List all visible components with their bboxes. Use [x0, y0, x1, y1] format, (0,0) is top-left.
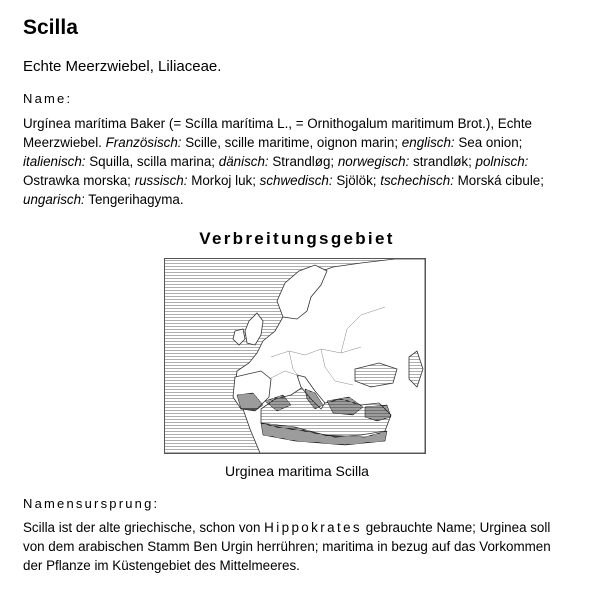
lang-label-polish: polnisch: — [475, 154, 529, 169]
name-section-label: Name: — [23, 91, 73, 106]
name-hungarian: Tengerihagyma. — [84, 192, 184, 207]
name-italian: Squilla, scilla marina; — [85, 154, 219, 169]
name-section-text — [23, 114, 558, 209]
name-swedish: Sjölök; — [332, 173, 381, 188]
page-subtitle: Echte Meerzwiebel, Liliaceae. — [23, 58, 222, 75]
name-danish: Strandløg; — [268, 154, 338, 169]
botanical-name: Urgínea marítima Baker (= Scílla marítima L., = Ornithogalum maritimum Brot.), Echte Meerzwiebel. — [23, 116, 533, 150]
lang-label-danish: dänisch: — [218, 154, 269, 169]
origin-person-name: Hippokrates — [264, 520, 363, 535]
distribution-map-title: Verbreitungsgebiet — [199, 229, 395, 248]
origin-section-text — [23, 518, 563, 575]
origin-text-before: Scilla ist der alte griechische, schon von — [23, 520, 265, 535]
lang-label-italian: italienisch: — [23, 154, 86, 169]
lang-label-french: Französisch: — [105, 135, 182, 150]
name-norwegian: strandløk; — [409, 154, 476, 169]
lang-label-swedish: schwedisch: — [259, 173, 333, 188]
name-czech: Morská cibule; — [453, 173, 544, 188]
page-title: Scilla — [23, 16, 78, 39]
lang-label-russian: russisch: — [134, 173, 188, 188]
distribution-map — [164, 258, 426, 454]
name-french: Scille, scille maritime, oignon marin; — [181, 135, 402, 150]
lang-label-hungarian: ungarisch: — [23, 192, 85, 207]
lang-label-czech: tschechisch: — [380, 173, 454, 188]
name-russian: Morkoj luk; — [187, 173, 260, 188]
origin-text-after: gebrauchte Name; Urginea soll von dem arabischen Stamm Ben Urgin herrühren; maritima in bezug auf das Vorkommen der Pflanze im Küstengebiet des Mittelmeeres. — [23, 520, 551, 573]
distribution-map-caption: Urginea maritima Scilla — [225, 463, 369, 479]
name-english: Sea onion; — [454, 135, 523, 150]
lang-label-english: englisch: — [401, 135, 455, 150]
name-polish: Ostrawka morska; — [23, 173, 135, 188]
europe-map-image — [165, 259, 425, 453]
origin-section-label: Namensursprung: — [23, 496, 160, 511]
lang-label-norwegian: norwegisch: — [337, 154, 410, 169]
